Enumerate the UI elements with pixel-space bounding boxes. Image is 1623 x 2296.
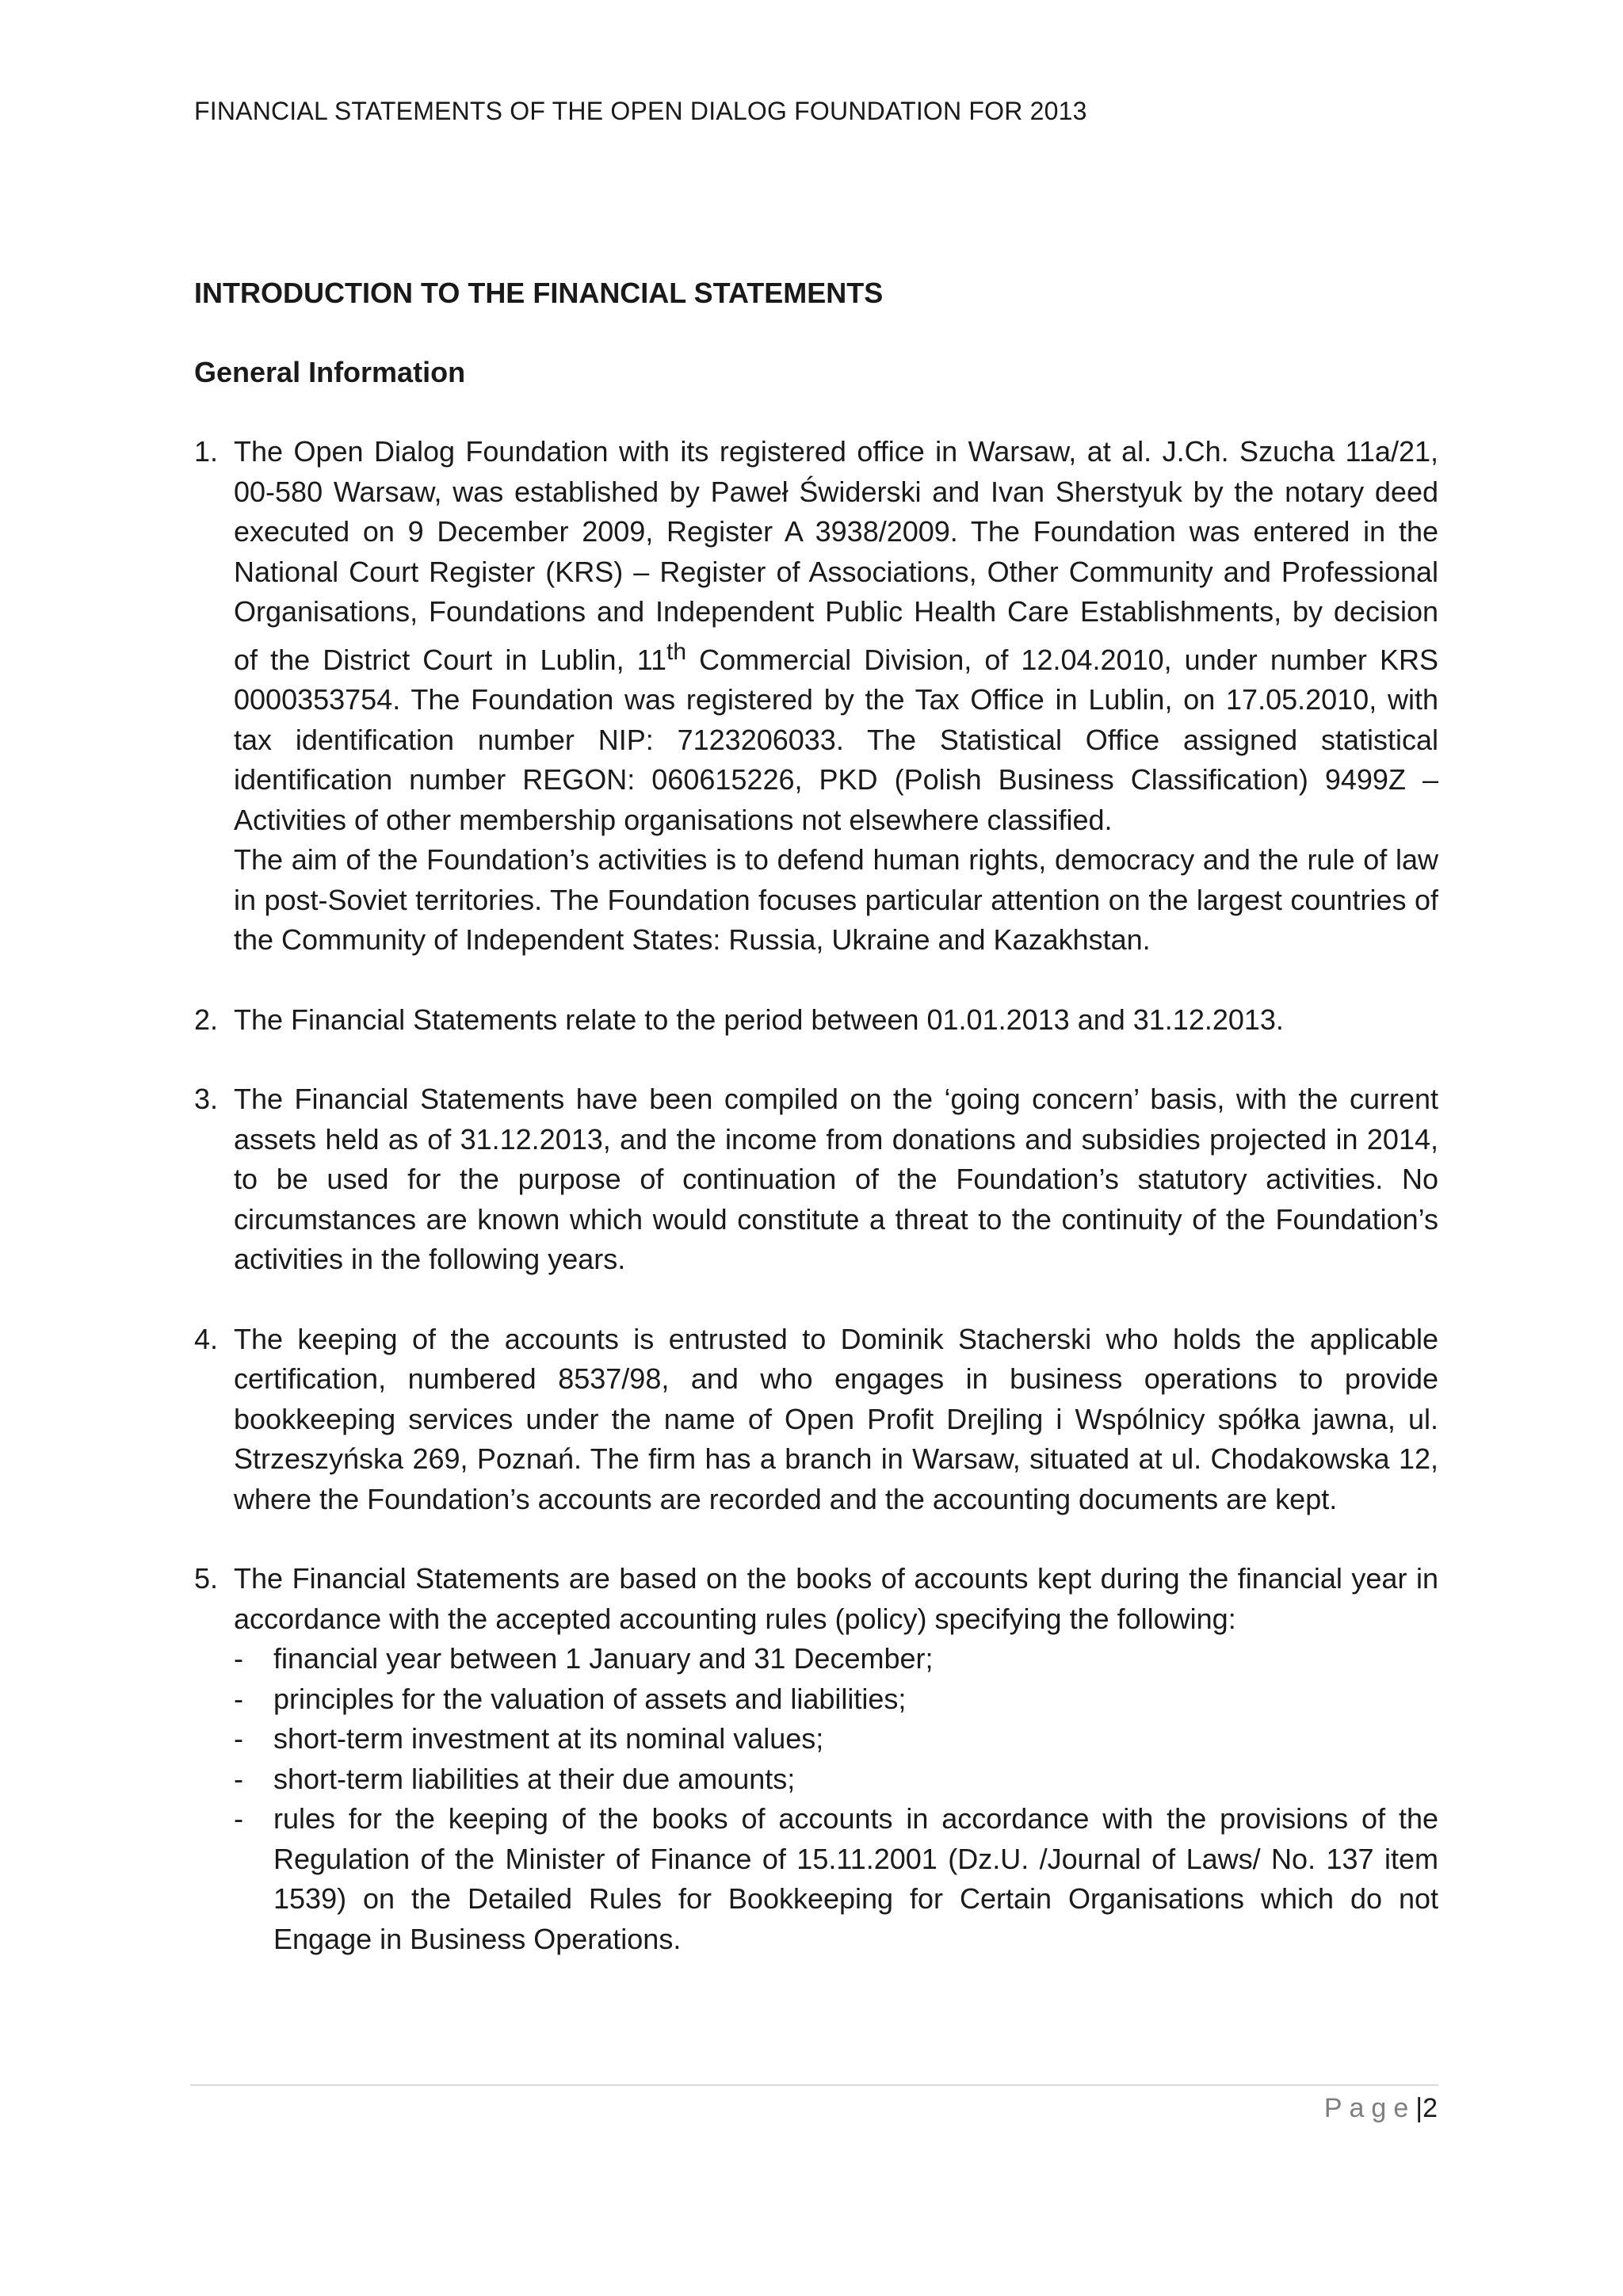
bullet-marker: - xyxy=(234,1682,243,1715)
item-body: The Financial Statements relate to the period between 01.01.2013 and 31.12.2013. xyxy=(234,1003,1284,1036)
list-item-2 xyxy=(194,1000,1438,1041)
item-number: 1. xyxy=(194,435,219,468)
list-item-4 xyxy=(194,1320,1438,1520)
page-number-value: 2 xyxy=(1423,2093,1438,2123)
bullet-marker: - xyxy=(234,1722,243,1755)
page-number xyxy=(1324,2090,1438,2126)
running-header: FINANCIAL STATEMENTS OF THE OPEN DIALOG FOUNDATION FOR 2013 xyxy=(194,97,1087,125)
bullet-text: rules for the keeping of the books of accounts in accordance with the provisions of the Regulation of the Minister of Finance of 15.11.2001 (Dz.U. /Journal of Laws/ No. 137 item 1539) on the Detailed Rules for Bookkeeping for Certain Organisations which do not Engage in Business Operations. xyxy=(273,1802,1438,1955)
item-number: 2. xyxy=(194,1003,219,1036)
item-paragraph xyxy=(234,432,1438,840)
ordinal-suffix: th xyxy=(666,638,687,665)
bullet-text: short-term liabilities at their due amounts; xyxy=(273,1762,796,1795)
item-body xyxy=(234,432,1438,961)
bullet-item xyxy=(234,1719,1438,1759)
item-body: The Financial Statements have been compiled on the ‘going concern’ basis, with the current assets held as of 31.12.2013, and the income from donations and subsidies projected in 2014, to be used for the purpose of continuation of the Foundation’s statutory activities. No circumstances are known which would constitute a threat to the continuity of the Foundation’s activities in the following years. xyxy=(234,1083,1438,1275)
bullet-text: principles for the valuation of assets and liabilities; xyxy=(273,1682,907,1715)
bullet-text: financial year between 1 January and 31 December; xyxy=(273,1642,934,1675)
list-item-3 xyxy=(194,1079,1438,1280)
bullet-item xyxy=(234,1679,1438,1720)
item-body: The keeping of the accounts is entrusted to Dominik Stacherski who holds the applicable certification, numbered 8537/98, and who engages in business operations to provide bookkeeping services under the name of Open Profit Drejling i Wspólnicy spółka jawna, ul. Strzeszyńska 269, Poznań. The firm has a branch in Warsaw, situated at ul. Chodakowska 12, where the Foundation’s accounts are recorded and the accounting documents are kept. xyxy=(234,1322,1438,1515)
item-paragraph: The Financial Statements are based on the books of accounts kept during the financial year in accordance with the accepted accounting rules (policy) specifying the following: xyxy=(234,1562,1438,1635)
item-paragraph: The aim of the Foundation’s activities is to defend human rights, democracy and the rule of law in post-Soviet territories. The Foundation focuses particular attention on the largest countries of the Community of Independent States: Russia, Ukraine and Kazakhstan. xyxy=(234,843,1438,956)
page-separator: | xyxy=(1415,2093,1423,2123)
item-number: 3. xyxy=(194,1083,219,1115)
paragraph-text: Commercial Division, of 12.04.2010, under number KRS 0000353754. The Foundation was registered by the Tax Office in Lublin, on 17.05.2010, with tax identification number NIP: 7123206033. The Statistical Office assigned statistical identification number REGON: 060615226, PKD (Polish Business Classification) 9499Z – Activities of other membership organisations not elsewhere classified. xyxy=(234,643,1438,836)
section-heading: INTRODUCTION TO THE FINANCIAL STATEMENTS xyxy=(194,277,884,309)
bullet-marker: - xyxy=(234,1642,243,1675)
bullet-item xyxy=(234,1799,1438,1959)
bullet-marker: - xyxy=(234,1762,243,1795)
bullet-marker: - xyxy=(234,1802,243,1835)
section-subheading: General Information xyxy=(194,356,466,388)
list-item-5 xyxy=(194,1559,1438,1959)
bullet-item xyxy=(234,1759,1438,1800)
bullet-text: short-term investment at its nominal values; xyxy=(273,1722,824,1755)
item-number: 4. xyxy=(194,1322,219,1355)
document-body xyxy=(194,273,1438,1959)
bullet-list xyxy=(234,1639,1438,1959)
item-body xyxy=(234,1559,1438,1959)
bullet-item xyxy=(234,1639,1438,1679)
item-number: 5. xyxy=(194,1562,219,1595)
list-item-1 xyxy=(194,432,1438,961)
paragraph-text: The Open Dialog Foundation with its registered office in Warsaw, at al. J.Ch. Szucha 11a/21, 00-580 Warsaw, was established by Paweł Świderski and Ivan Sherstyuk by the notary deed executed on 9 December 2009, Register A 3938/2009. The Foundation was entered in the National Court Register (KRS) – Register of Associations, Other Community and Professional Organisations, Foundations and Independent Public Health Care Establishments, by decision of the District Court in Lublin, 11 xyxy=(234,435,1438,676)
footer-divider xyxy=(190,2084,1438,2086)
page-label: Page xyxy=(1323,2093,1416,2123)
